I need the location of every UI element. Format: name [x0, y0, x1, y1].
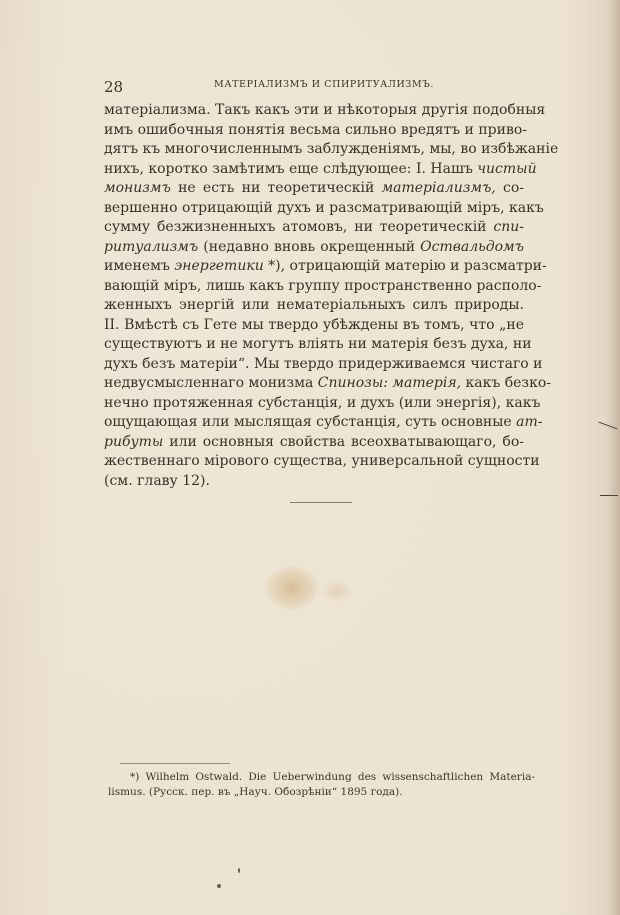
text-segment: не есть ни теоретическій: [170, 180, 382, 196]
paper-stain: [266, 566, 318, 610]
text-segment: духъ безъ матеріи“. Мы твердо придерживаемся чистаго и: [104, 355, 543, 372]
paper-stain: [322, 580, 352, 602]
italic-term: Оствальдомъ: [420, 238, 524, 255]
text-segment: имъ ошибочныя понятія весьма сильно вредятъ и приво-: [104, 121, 527, 138]
footnote: [108, 770, 535, 800]
page-number: 28: [104, 78, 124, 96]
text-line: [104, 433, 524, 453]
text-segment: нечно протяженная субстанція, и духъ (или энергія), какъ: [104, 394, 541, 411]
text-segment: дятъ къ многочисленнымъ заблужденіямъ, мы, во избѣжаніе: [104, 141, 559, 157]
page-edge-shadow: [606, 0, 620, 915]
ink-speck: [217, 884, 221, 888]
text-segment: сумму безжизненныхъ атомовъ, ни теоретическій: [104, 219, 494, 235]
footnote-rule: [120, 763, 230, 764]
italic-term: рибуты: [104, 433, 164, 450]
text-segment: (недавно вновь окрещенный: [198, 238, 421, 255]
text-line: [104, 179, 524, 199]
text-line: [104, 218, 524, 238]
italic-term: монизмъ: [104, 180, 171, 196]
text-segment: женныхъ энергій или нематеріальныхъ силъ природы.: [104, 297, 524, 313]
body-text: [104, 101, 559, 491]
text-segment: жественнаго мірового существа, универсальной сущности: [104, 453, 540, 469]
text-line: [104, 355, 543, 375]
italic-term: чистый: [477, 160, 537, 177]
text-line: [104, 238, 524, 258]
italic-term: Спинозы: матерія,: [317, 375, 462, 391]
text-segment: II. Вмѣстѣ съ Гете мы твердо убѣждены въ томъ, что „не: [104, 316, 524, 333]
text-line: [104, 394, 541, 414]
italic-term: ритуализмъ: [104, 238, 199, 255]
text-segment: (см. главу 12).: [104, 472, 210, 489]
text-line: [104, 472, 524, 492]
text-segment: вающій міръ, лишь какъ группу пространственно располо-: [104, 277, 542, 294]
italic-term: матеріализмъ,: [381, 180, 496, 196]
text-line: [104, 452, 540, 472]
text-segment: или основныя свойства всеохватывающаго, бо-: [163, 433, 524, 450]
footnote-line: lismus. (Русск. пер. въ „Науч. Обозрѣніи“ 1895 года).: [108, 786, 403, 798]
footnote-line: *) Wilhelm Ostwald. Die Ueberwindung des wissenschaftlichen Materia-: [130, 771, 535, 783]
text-line: [104, 101, 546, 121]
text-segment: ощущающая или мыслящая субстанція, суть основные: [104, 414, 517, 430]
italic-term: энергетики: [174, 258, 264, 274]
text-line: [104, 277, 542, 297]
text-line: [104, 160, 537, 180]
text-segment: нихъ, коротко замѣтимъ еще слѣдующее: I. Нашъ: [104, 160, 478, 177]
italic-term: спи-: [493, 219, 524, 235]
text-line: [104, 374, 551, 394]
text-segment: матеріализма. Такъ какъ эти и нѣкоторыя другія подобныя: [104, 102, 546, 118]
section-separator: [290, 502, 352, 503]
text-segment: со-: [495, 180, 524, 196]
text-line: [104, 199, 544, 219]
text-segment: недвусмысленнаго монизма: [104, 375, 318, 391]
text-line: [104, 316, 524, 336]
text-line: [104, 296, 524, 316]
text-segment: существуютъ и не могутъ влiять ни матерія безъ духа, ни: [104, 336, 532, 352]
text-segment: какъ безко-: [461, 375, 551, 391]
text-line: [104, 140, 559, 160]
text-line: [104, 121, 527, 141]
text-line: [104, 257, 547, 277]
italic-term: ат-: [516, 414, 543, 430]
running-head: МАТЕРІАЛИЗМЪ И СПИРИТУАЛИЗМЪ.: [214, 79, 434, 90]
ink-speck: [238, 868, 240, 873]
text-line: [104, 335, 532, 355]
text-segment: *), отрицающій матерію и разсматри-: [263, 258, 547, 274]
text-segment: вершенно отрицающій духъ и разсматривающій міръ, какъ: [104, 199, 544, 216]
text-line: [104, 413, 543, 433]
text-segment: именемъ: [104, 258, 175, 274]
